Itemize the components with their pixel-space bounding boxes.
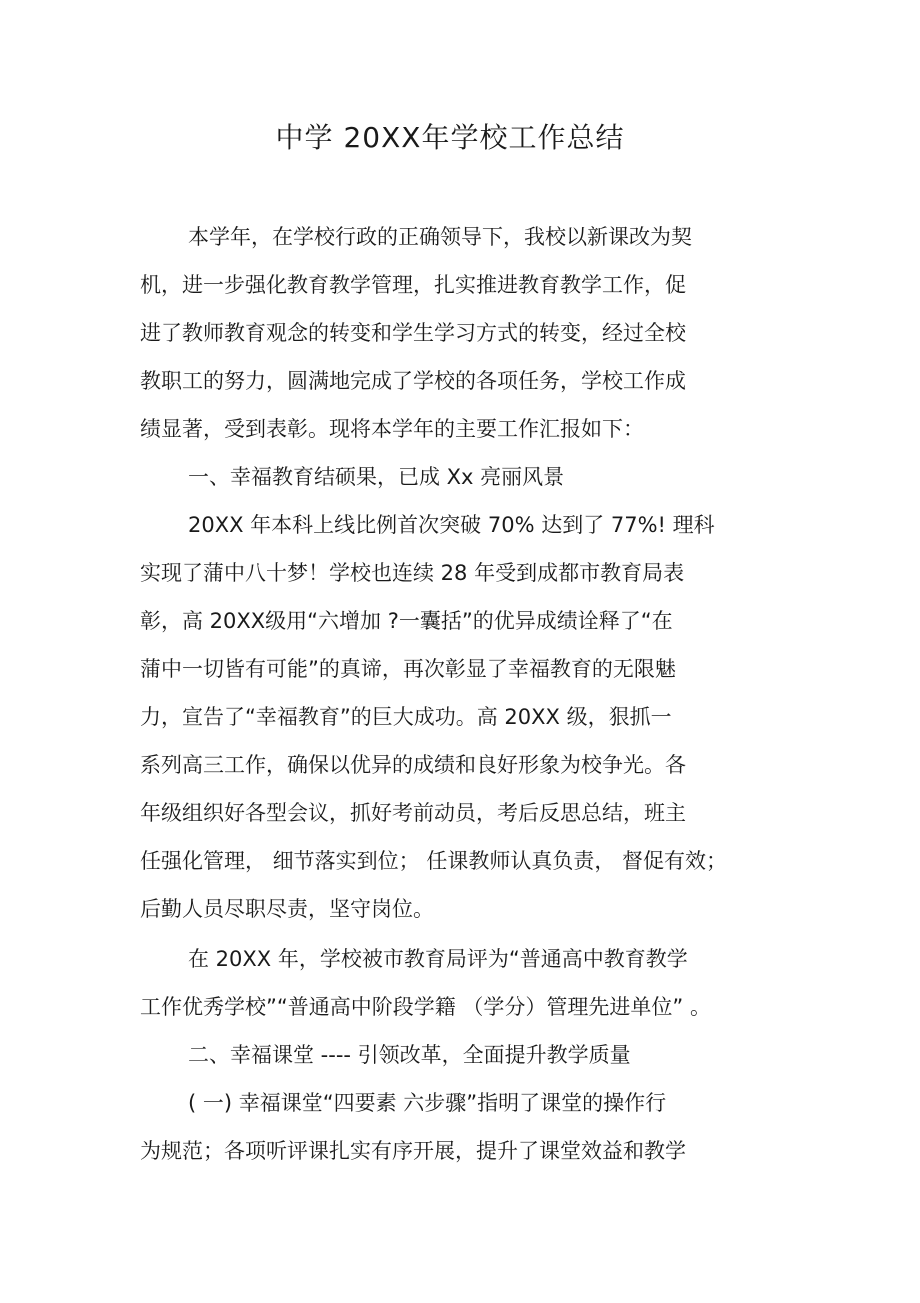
text-line: 彰，高 20XX级用“六增加 ?一囊括”的优异成绩诠释了“在 — [140, 609, 673, 633]
subsection-heading: ( 一) 幸福课堂“四要素 六步骤”指明了课堂的操作行 — [188, 1091, 667, 1115]
text-line: 为规范；各项听评课扎实有序开展，提升了课堂效益和教学 — [140, 1139, 686, 1163]
text-line: 在 20XX 年，学校被市教育局评为“普通高中教育教学 — [188, 947, 688, 971]
section-heading: 二、幸福课堂 ---- 引领改革，全面提升教学质量 — [188, 1043, 631, 1067]
text-line: 任强化管理， 细节落实到位； 任课教师认真负责， 督促有效； — [140, 849, 728, 873]
text-line: 绩显著，受到表彰。现将本学年的主要工作汇报如下： — [140, 417, 644, 441]
text-line: 20XX 年本科上线比例首次突破 70% 达到了 77%! 理科 — [188, 513, 715, 537]
text-line: 机，进一步强化教育教学管理，扎实推进教育教学工作，促 — [140, 273, 686, 297]
text-line: 蒲中一切皆有可能”的真谛，再次彰显了幸福教育的无限魅 — [140, 657, 676, 681]
text-line: 实现了蒲中八十梦！学校也连续 28 年受到成都市教育局表 — [140, 561, 685, 585]
document-title: 中学 20XX年学校工作总结 — [275, 121, 625, 154]
text-line: 教职工的努力，圆满地完成了学校的各项任务，学校工作成 — [140, 369, 686, 393]
section-heading: 一、幸福教育结硕果，已成 Xx 亮丽风景 — [188, 465, 565, 489]
text-line: 工作优秀学校”“普通高中阶段学籍 （学分）管理先进单位” 。 — [140, 995, 711, 1019]
text-line: 系列高三工作，确保以优异的成绩和良好形象为校争光。各 — [140, 753, 686, 777]
text-line: 后勤人员尽职尽责，坚守岗位。 — [140, 897, 434, 921]
text-line: 进了教师教育观念的转变和学生学习方式的转变，经过全校 — [140, 321, 686, 345]
text-line: 本学年，在学校行政的正确领导下，我校以新课改为契 — [188, 225, 692, 249]
text-line: 年级组织好各型会议，抓好考前动员，考后反思总结，班主 — [140, 801, 686, 825]
text-line: 力，宣告了“幸福教育”的巨大成功。高 20XX 级，狠抓一 — [140, 705, 672, 729]
